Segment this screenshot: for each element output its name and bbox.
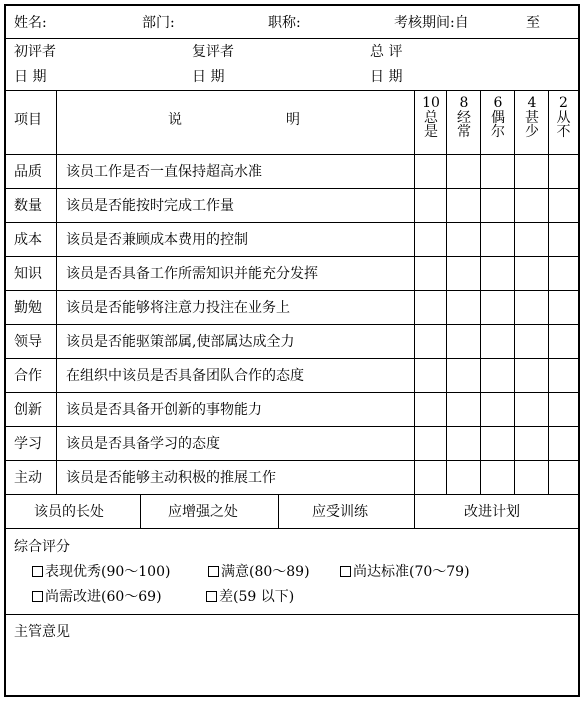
column-divider <box>414 494 415 528</box>
divider <box>6 494 578 495</box>
checkbox[interactable] <box>206 591 217 602</box>
second-review-date-label: 日 期 <box>192 69 225 85</box>
divider <box>6 90 578 91</box>
column-divider <box>140 494 141 528</box>
score-header-sometimes: 6 偶 尔 <box>491 95 505 141</box>
row-item: 主动 <box>14 470 42 486</box>
row-description: 该员是否具备开创新的事物能力 <box>66 402 262 418</box>
item-column-header: 项目 <box>14 112 42 128</box>
row-description: 该员是否能按时完成工作量 <box>66 198 234 214</box>
row-description: 该员是否能够主动积极的推展工作 <box>66 470 276 486</box>
divider <box>6 154 578 155</box>
row-item: 领导 <box>14 334 42 350</box>
checkbox[interactable] <box>32 566 43 577</box>
description-column-header-part1: 说 <box>168 112 182 128</box>
column-divider <box>446 90 447 494</box>
supervisor-comments-label: 主管意见 <box>14 624 70 640</box>
checkbox[interactable] <box>208 566 219 577</box>
row-description: 该员是否能够将注意力投注在业务上 <box>66 300 290 316</box>
row-description: 该员工作是否一直保持超高水准 <box>66 164 262 180</box>
period-label: 考核期间:自 <box>394 15 469 31</box>
score-header-often: 8 经 常 <box>457 95 471 141</box>
divider <box>6 256 578 257</box>
score-header-always: 10 总 是 <box>422 95 440 141</box>
description-column-header-part2: 明 <box>286 112 300 128</box>
overall-score-title: 综合评分 <box>14 539 70 555</box>
column-divider <box>278 494 279 528</box>
column-divider <box>480 90 481 494</box>
improvement-areas-label: 应增强之处 <box>168 504 238 520</box>
strengths-label: 该员的长处 <box>34 504 104 520</box>
divider <box>6 392 578 393</box>
row-description: 在组织中该员是否具备团队合作的态度 <box>66 368 304 384</box>
option-satisfactory[interactable]: 满意(80～89) <box>208 565 310 579</box>
final-reviewer-label: 总 评 <box>370 44 403 60</box>
option-needs-improvement[interactable]: 尚需改进(60～69) <box>32 590 162 604</box>
row-description: 该员是否具备工作所需知识并能充分发挥 <box>66 266 318 282</box>
option-excellent[interactable]: 表现优秀(90～100) <box>32 565 170 579</box>
row-item: 知识 <box>14 266 42 282</box>
option-poor[interactable]: 差(59 以下) <box>206 590 294 604</box>
row-item: 品质 <box>14 164 42 180</box>
divider <box>6 188 578 189</box>
row-description: 该员是否能驱策部属,使部属达成全力 <box>66 334 295 350</box>
option-meets-standard[interactable]: 尚达标准(70～79) <box>340 565 470 579</box>
checkbox[interactable] <box>340 566 351 577</box>
second-reviewer-label: 复评者 <box>192 44 234 60</box>
first-reviewer-label: 初评者 <box>14 44 56 60</box>
checkbox[interactable] <box>32 591 43 602</box>
row-item: 合作 <box>14 368 42 384</box>
row-description: 该员是否兼顾成本费用的控制 <box>66 232 248 248</box>
final-review-date-label: 日 期 <box>370 69 403 85</box>
divider <box>6 38 578 39</box>
period-to-label: 至 <box>526 15 540 31</box>
column-divider <box>414 90 415 494</box>
divider <box>6 290 578 291</box>
row-description: 该员是否具备学习的态度 <box>66 436 220 452</box>
score-header-rarely: 4 甚 少 <box>525 95 539 141</box>
row-item: 数量 <box>14 198 42 214</box>
divider <box>6 358 578 359</box>
score-header-never: 2 从 不 <box>556 95 571 141</box>
divider <box>6 460 578 461</box>
column-divider <box>514 90 515 494</box>
divider <box>6 222 578 223</box>
supervisor-comments-area[interactable] <box>10 646 574 690</box>
divider <box>6 614 578 615</box>
row-item: 成本 <box>14 232 42 248</box>
name-label: 姓名: <box>14 15 47 31</box>
training-needs-label: 应受训练 <box>312 504 368 520</box>
job-title-label: 职称: <box>268 15 301 31</box>
divider <box>6 324 578 325</box>
divider <box>6 426 578 427</box>
column-divider <box>56 90 57 494</box>
row-item: 学习 <box>14 436 42 452</box>
row-item: 勤勉 <box>14 300 42 316</box>
evaluation-form <box>4 4 580 697</box>
row-item: 创新 <box>14 402 42 418</box>
improvement-plan-label: 改进计划 <box>464 504 520 520</box>
divider <box>6 528 578 529</box>
first-review-date-label: 日 期 <box>14 69 47 85</box>
department-label: 部门: <box>142 15 175 31</box>
column-divider <box>548 90 549 494</box>
